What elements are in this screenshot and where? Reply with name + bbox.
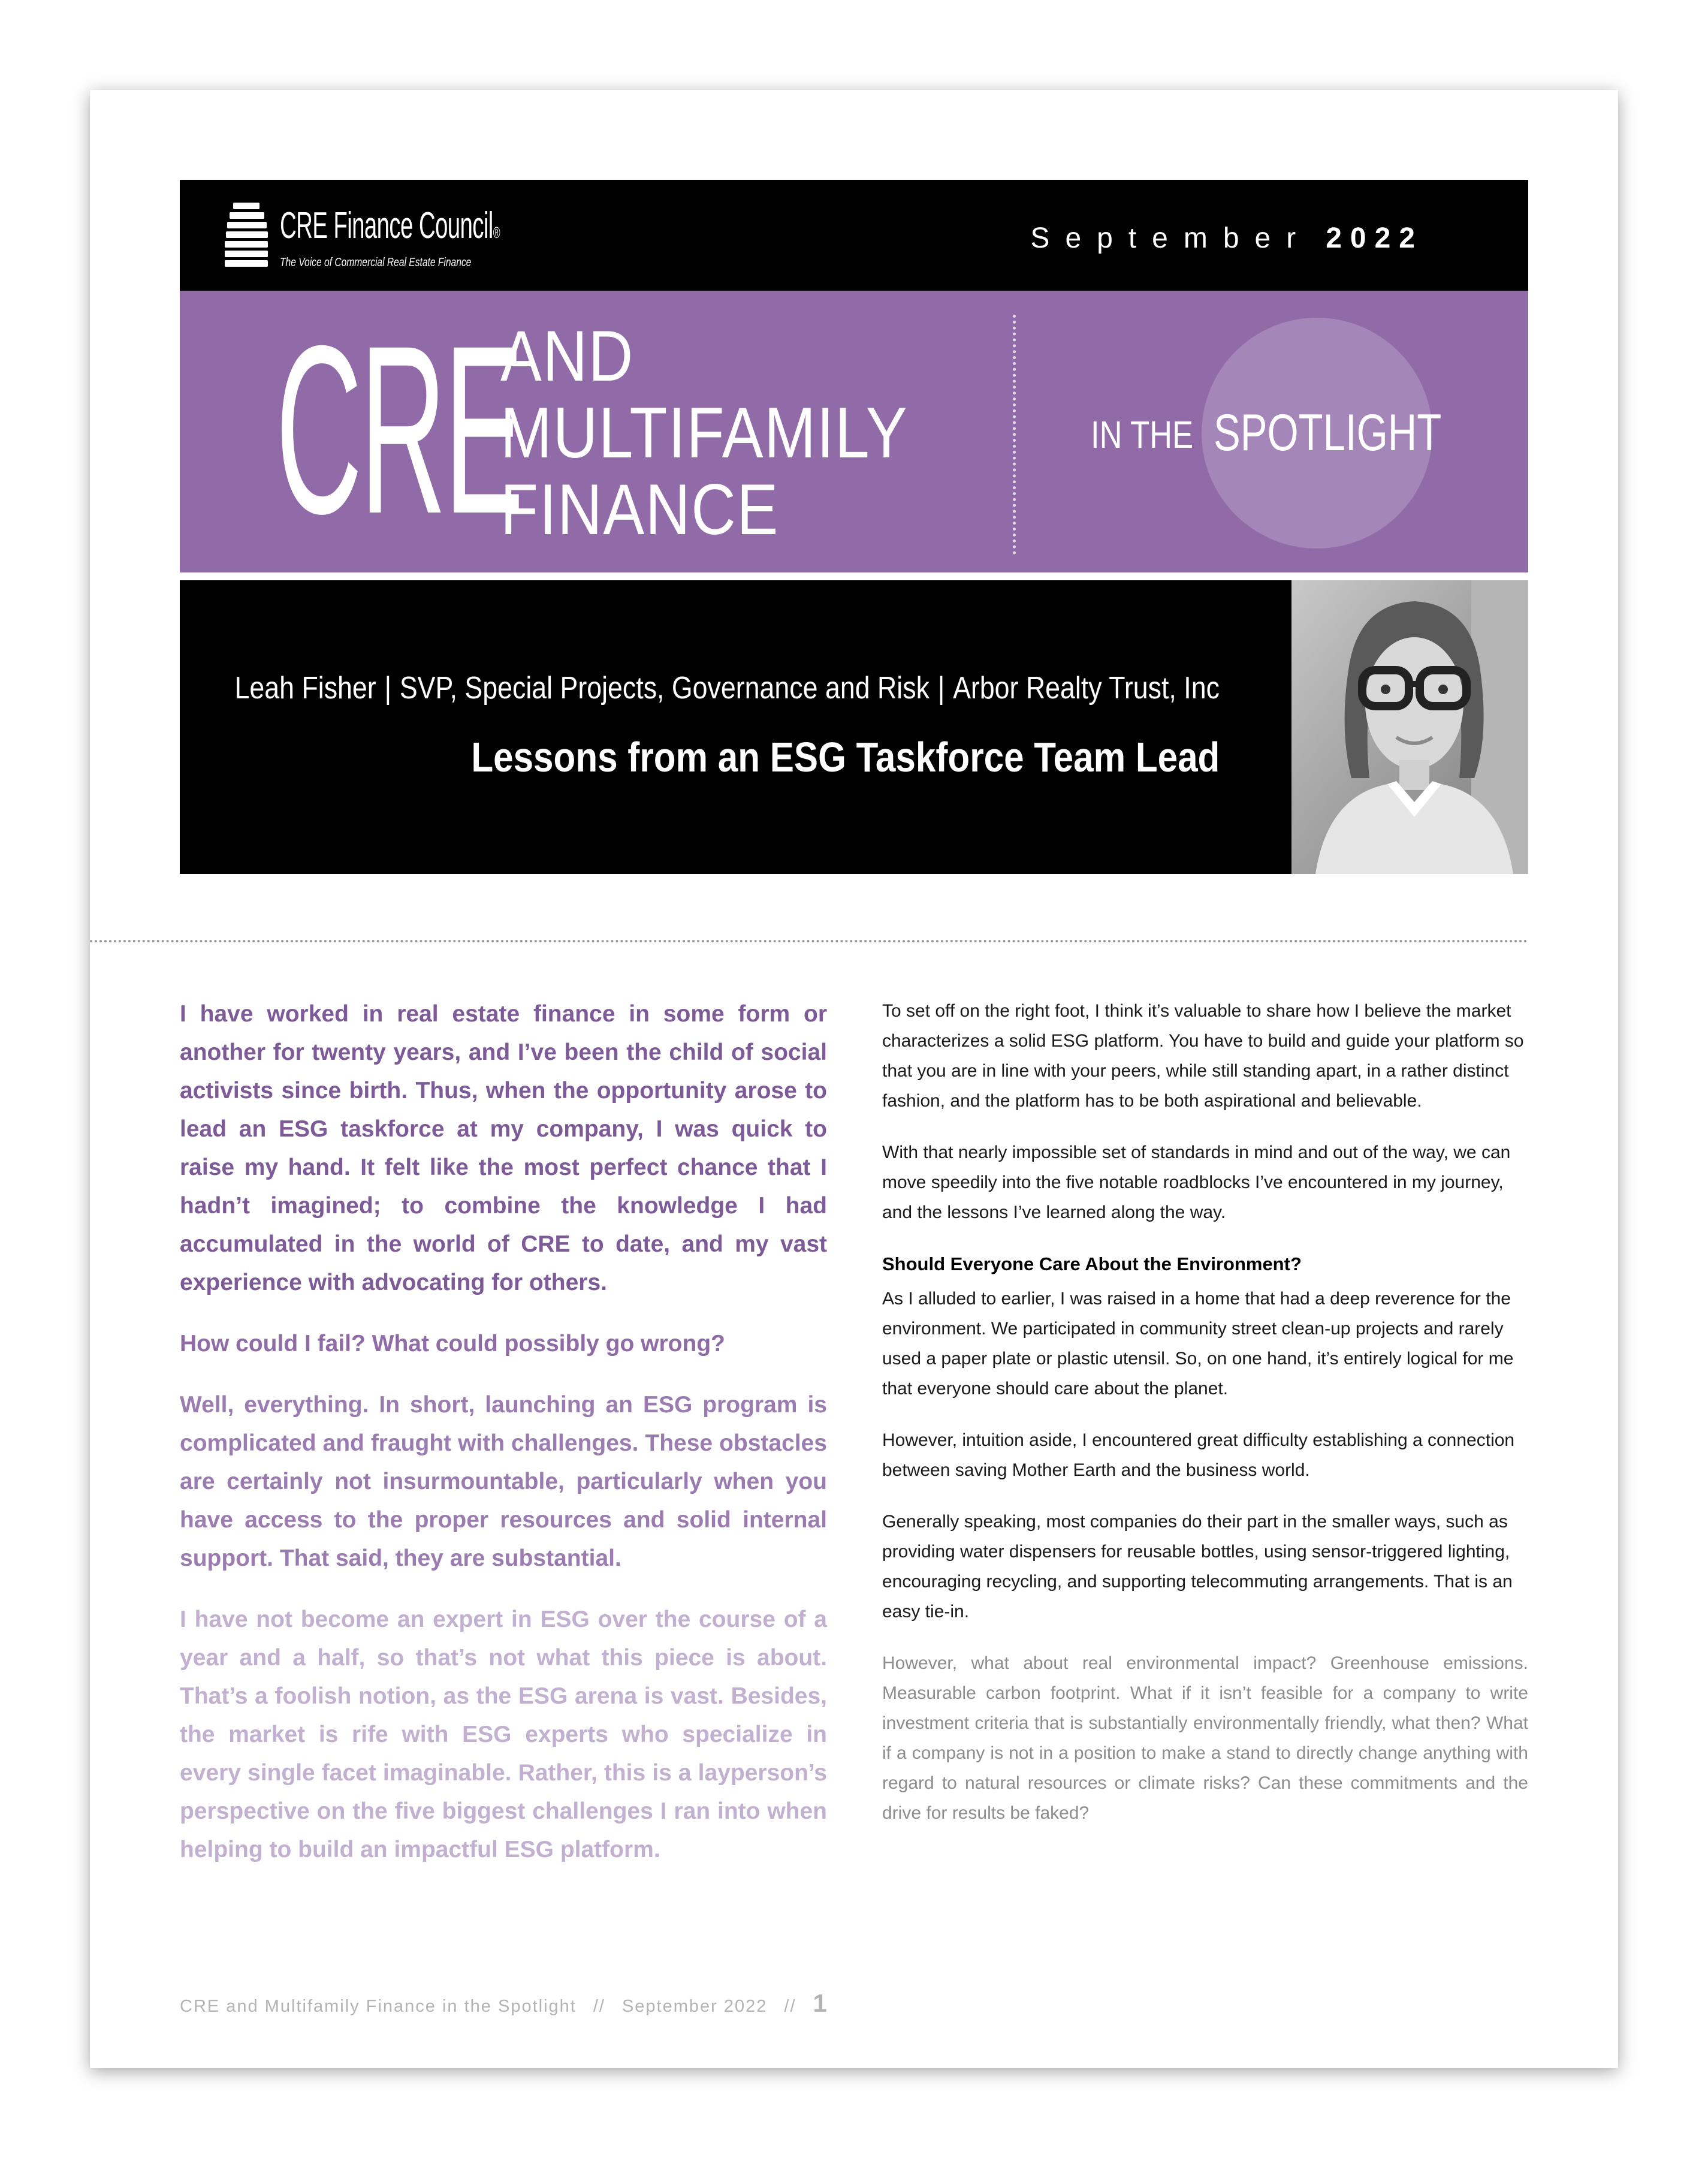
byline-separator: |	[384, 671, 392, 706]
intro-column	[180, 995, 827, 1892]
page-footer	[180, 1989, 828, 2018]
org-tagline: The Voice of Commercial Real Estate Finance	[280, 256, 472, 269]
masthead-band	[180, 291, 1528, 572]
masthead-line-3: FINANCE	[500, 469, 780, 550]
masthead-line-1: AND	[500, 316, 635, 396]
top-bar	[180, 180, 1528, 291]
masthead-title	[500, 318, 974, 548]
masthead-divider	[1013, 315, 1016, 554]
org-name: CRE Finance Council	[280, 205, 493, 246]
article-headline: Lessons from an ESG Taskforce Team Lead	[470, 734, 1220, 780]
author-company: Arbor Realty Trust, Inc	[953, 671, 1220, 706]
body-paragraph: However, intuition aside, I encountered great difficulty establishing a connection between saving Mother Earth and the business world.	[882, 1430, 1515, 1480]
issue-year: 2022	[1326, 222, 1423, 254]
body-paragraph: Generally speaking, most companies do their part in the smaller ways, such as providing water dispensers for reusable bottles, using sensor-triggered lighting, encouraging recycling, and supporting telecommuting arrangements. That is an easy tie-in.	[882, 1512, 1513, 1621]
masthead-cre: CRE	[276, 296, 522, 563]
section-heading: Should Everyone Care About the Environment?	[882, 1253, 1302, 1274]
body-paragraph: However, what about real environmental impact? Greenhouse emissions. Measurable carbon footprint. What if it isn’t feasible for a company to write investment criteria that is substantially environmentally friendly, what then? What if a company is not in a position to make a stand to directly change anything with regard to natural resources or climate risks? Can these commitments and the drive for results be faked?	[882, 1653, 1528, 1823]
body-paragraph: With that nearly impossible set of standards in mind and out of the way, we can move speedily into the five notable roadblocks I’ve encountered in my journey, and the lessons I’ve learned along the way.	[882, 1143, 1511, 1222]
byline	[235, 670, 1220, 706]
section-divider	[90, 940, 1528, 942]
author-banner	[180, 580, 1528, 874]
intro-paragraph: I have not become an expert in ESG over the course of a year and a half, so that’s not what this piece is about. That’s a foolish notion, as the ESG arena is vast. Besides, the market is rife with ESG experts who specialize in every single facet imaginable. Rather, this is a layperson’s perspective on the five biggest challenges I ran into when helping to build an impactful ESG platform.	[180, 1607, 827, 1862]
issue-month: September	[1030, 222, 1312, 254]
footer-date: September 2022	[621, 1997, 768, 2016]
masthead-line-2: MULTIFAMILY	[500, 393, 909, 473]
intro-paragraph: Well, everything. In short, launching an ESG program is complicated and fraught with challenges. These obstacles are certainly not insurmountable, particularly when you have access to the proper resources and solid internal support. That said, they are substantial.	[180, 1392, 827, 1571]
footer-separator: //	[784, 1997, 796, 2016]
spotlight-prefix: IN THE	[1091, 413, 1194, 456]
body-column	[882, 996, 1528, 1850]
author-title: SVP, Special Projects, Governance and Risk	[399, 671, 930, 706]
intro-paragraph: I have worked in real estate finance in some form or another for twenty years, and I’ve been the child of social activists since birth. Thus, when the opportunity arose to lead an ESG taskforce at my company, I was quick to raise my hand. It felt like the most perfect chance that I hadn’t imagined; to combine the knowledge I had accumulated in the world of CRE to date, and my vast experience with advocating for others.	[180, 1001, 827, 1295]
footer-separator: //	[593, 1997, 605, 2016]
org-logo	[225, 203, 635, 273]
footer-publication: CRE and Multifamily Finance in the Spotlight	[180, 1997, 577, 2016]
body-paragraph: As I alluded to earlier, I was raised in a home that had a deep reverence for the environment. We participated in community street clean-up projects and rarely used a paper plate or plastic utensil. So, on one hand, it’s entirely logical for me that everyone should care about the planet.	[882, 1289, 1514, 1399]
building-logo-icon	[225, 203, 268, 273]
byline-separator: |	[937, 671, 945, 706]
registered-mark: ®	[493, 224, 500, 242]
issue-date	[1030, 222, 1423, 255]
intro-paragraph: How could I fail? What could possibly go wrong?	[180, 1331, 725, 1357]
spotlight-word: SPOTLIGHT	[1214, 404, 1442, 462]
author-photo	[1291, 580, 1528, 874]
author-name: Leah Fisher	[234, 671, 376, 706]
page-number: 1	[813, 1989, 828, 2017]
body-paragraph: To set off on the right foot, I think it’s valuable to share how I believe the market characterizes a solid ESG platform. You have to build and guide your platform so that you are in line with your peers, while still standing apart, in a rather distinct fashion, and the platform has to be both aspirational and believable.	[882, 1001, 1524, 1111]
